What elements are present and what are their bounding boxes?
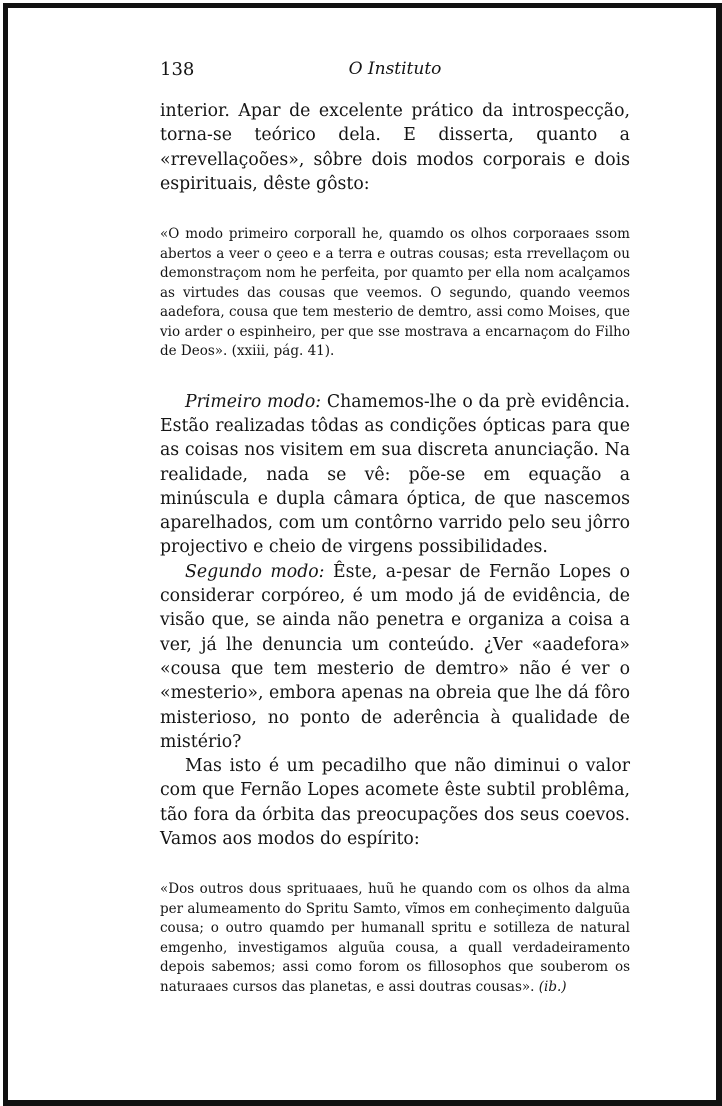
paragraph-primeiro-modo	[160, 390, 630, 560]
page-content	[160, 55, 630, 997]
running-head	[160, 55, 630, 91]
segundo-modo-text: Êste, a-pesar de Fernão Lopes o considerar corpóreo, é um modo já de evidência, de visão que, se ainda não penetra e organiza a coisa a ver, já lhe denuncia um conteúdo. ¿Ver «aadefora» «cousa que tem mesterio de demtro» não é ver o «mesterio», embora apenas na obreia que lhe dá fôro misterioso, no ponto de aderência à qualidade de mistério?	[160, 561, 630, 752]
primeiro-modo-label: Primeiro modo:	[185, 391, 322, 412]
paragraph-segundo-modo	[160, 560, 630, 754]
quote-citation: (ib.)	[538, 978, 567, 995]
block-quote-corporal: «O modo primeiro corporall he, quamdo os olhos corporaaes ssom abertos a veer o çeeo e a terra e outras cousas; esta rrevellaçom ou demonstraçom nom he perfeita, por quamto per ella nom acalçamos as virtudes das cousas que veemos. O segundo, quando veemos aadefora, cousa que tem mesterio de demtro, assi como Moises, que vio arder o espinheiro, per que sse mostrava a encarnaçom do Filho de Deos». (xxiii, pág. 41).	[160, 226, 630, 360]
page-number: 138	[160, 59, 195, 80]
primeiro-modo-text: Chamemos-lhe o da prè evidência. Estão realizadas tôdas as condições ópticas para que as coisas nos visitem em sua discreta anunciação. Na realidade, nada se vê: põe-se em equação a minúscula e dupla câmara óptica, de que nascemos aparelhados, com um contôrno varrido pelo seu jôrro projectivo e cheio de virgens possibilidades.	[160, 391, 630, 558]
block-quote-spiritual	[160, 880, 630, 997]
spiritual-quote-text: «Dos outros dous sprituaaes, huũ he quando com os olhos da alma per alumeamento do Spritu Samto, vĩmos em conheçimento dalguũa cousa; o outro quamdo per humanall spritu e sotilleza de natural emgenho, investigamos alguũa cousa, a quall verdadeiramento depois sabemos; assi como forom os fillosophos que souberom os naturaaes cursos das planetas, e assi doutras cousas».	[160, 881, 630, 995]
paragraph-pecadilho: Mas isto é um pecadilho que não diminui o valor com que Fernão Lopes acomete êste subtil problêma, tão fora da órbita das preocupações dos seus coevos. Vamos aos modos do espírito:	[160, 756, 630, 850]
segundo-modo-label: Segundo modo:	[185, 561, 325, 582]
paragraph-intro: interior. Apar de excelente prático da introspecção, torna-se teórico dela. E disserta, quanto a «rrevellaçoões», sôbre dois modos corporais e dois espirituais, dêste gôsto:	[160, 101, 630, 194]
running-title: O Instituto	[348, 59, 442, 79]
